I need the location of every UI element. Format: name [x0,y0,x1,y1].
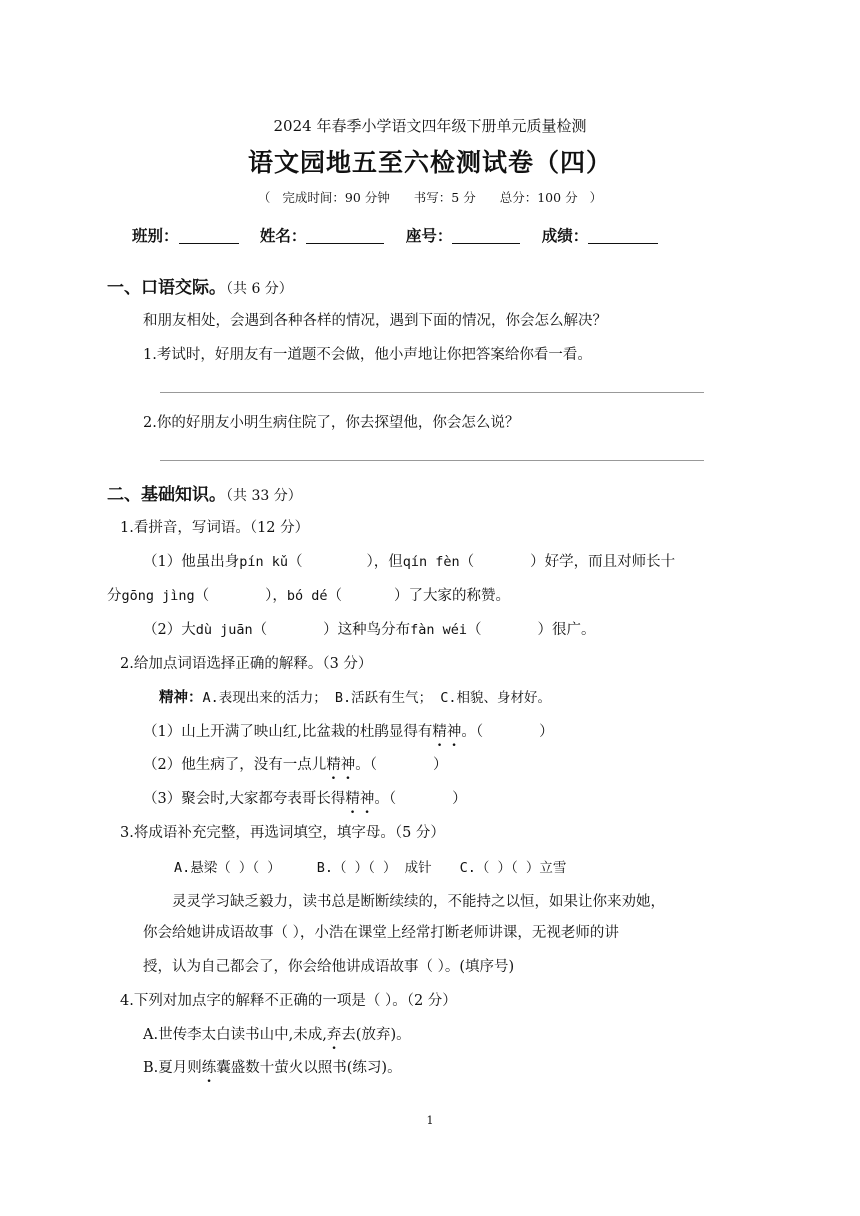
page-number: 1 [426,1114,434,1127]
q2-sentence-3: （3）聚会时,大家都夸表哥长得精神。（ ） [143,791,467,807]
pinyin-qinfen: qín fèn [402,554,460,570]
answer-line-2[interactable] [160,460,704,461]
section-1-question-1: 1.考试时，好朋友有一道题不会做，他小声地让你把答案给你看一看。 [143,347,592,363]
q4-option-a[interactable]: A.世传李太白读书山中,未成,弃去(放弃)。 [143,1027,411,1043]
section-1-question-2: 2.你的好朋友小明生病住院了，你去探望他，你会怎么说？ [143,415,520,431]
answer-line-1[interactable] [160,392,704,393]
section-2-heading: 二、基础知识。（共 33 分） [107,485,302,505]
exam-meta: （ 完成时间：90 分钟 书写：5 分 总分：100 分 ） [257,190,603,205]
total-score: 总分：100 分 [499,190,578,205]
writing-score: 书写：5 分 [413,190,476,205]
pinyin-fanwei: fàn wéi [410,622,468,638]
q2-options: 精神：A.表现出来的活力； B.活跃有生气； C.相貌、身材好。 [159,690,552,706]
q3-idioms [174,856,566,876]
q2-stem: 2.给加点词语选择正确的解释。（3 分） [120,656,373,672]
seat-field[interactable]: 座号： [406,224,521,246]
idiom-b[interactable]: B.（ ）（ ） 成针 [316,860,432,876]
pinyin-gongjing: gōng jìng [121,588,195,604]
q2-sentence-1: （1）山上开满了映山红,比盆栽的杜鹃显得有精神。（ ） [143,724,554,740]
q3-passage-line-1: 灵灵学习缺乏毅力，读书总是断断续续的，不能持之以恒，如果让你来劝她， [172,894,665,910]
section-1-intro: 和朋友相处，会遇到各种各样的情况，遇到下面的情况，你会怎么解决？ [143,313,607,329]
q2-sentence-2: （2）他生病了，没有一点儿精神。（ ） [143,757,448,773]
time-limit: 完成时间：90 分钟 [282,190,390,205]
pinyin-bode: bó dé [286,588,328,604]
student-info-row [132,224,674,246]
section-1-heading: 一、口语交际。（共 6 分） [107,278,293,298]
q3-stem: 3.将成语补充完整，再选词填空，填字母。（5 分） [120,825,445,841]
pinyin-dujuan: dù juān [195,622,253,638]
q3-passage-line-3: 授，认为自己都会了，你会给他讲成语故事（ ）。(填序号) [143,959,515,975]
q1-line-1: （1）他虽出身pín kǔ（ ），但qín fèn（ ）好学，而且对师长十 [143,554,676,570]
idiom-c[interactable]: C.（ ）（ ）立雪 [459,860,567,876]
q4-option-b[interactable]: B.夏月则练囊盛数十萤火以照书(练习)。 [143,1060,402,1076]
q1-line-2: 分gōng jìng（ ），bó dé（ ）了大家的称赞。 [107,588,511,604]
pinyin-pinku: pín kǔ [239,554,289,570]
q1-line-3: （2）大dù juān（ ）这种鸟分布fàn wéi（ ）很广。 [143,622,596,638]
class-field[interactable]: 班别： [132,224,239,246]
score-field[interactable]: 成绩： [542,224,659,246]
idiom-a[interactable]: A.悬梁（ ）（ ） [174,860,281,876]
exam-supertitle: 2024 年春季小学语文四年级下册单元质量检测 [273,117,587,135]
q1-stem: 1.看拼音，写词语。（12 分） [120,520,310,536]
q4-stem: 4.下列对加点字的解释不正确的一项是（ ）。（2 分） [120,993,457,1009]
q3-passage-line-2: 你会给她讲成语故事（ ），小浩在课堂上经常打断老师讲课，无视老师的讲 [143,925,619,941]
name-field[interactable]: 姓名： [260,224,385,246]
exam-title: 语文园地五至六检测试卷（四） [247,148,612,177]
